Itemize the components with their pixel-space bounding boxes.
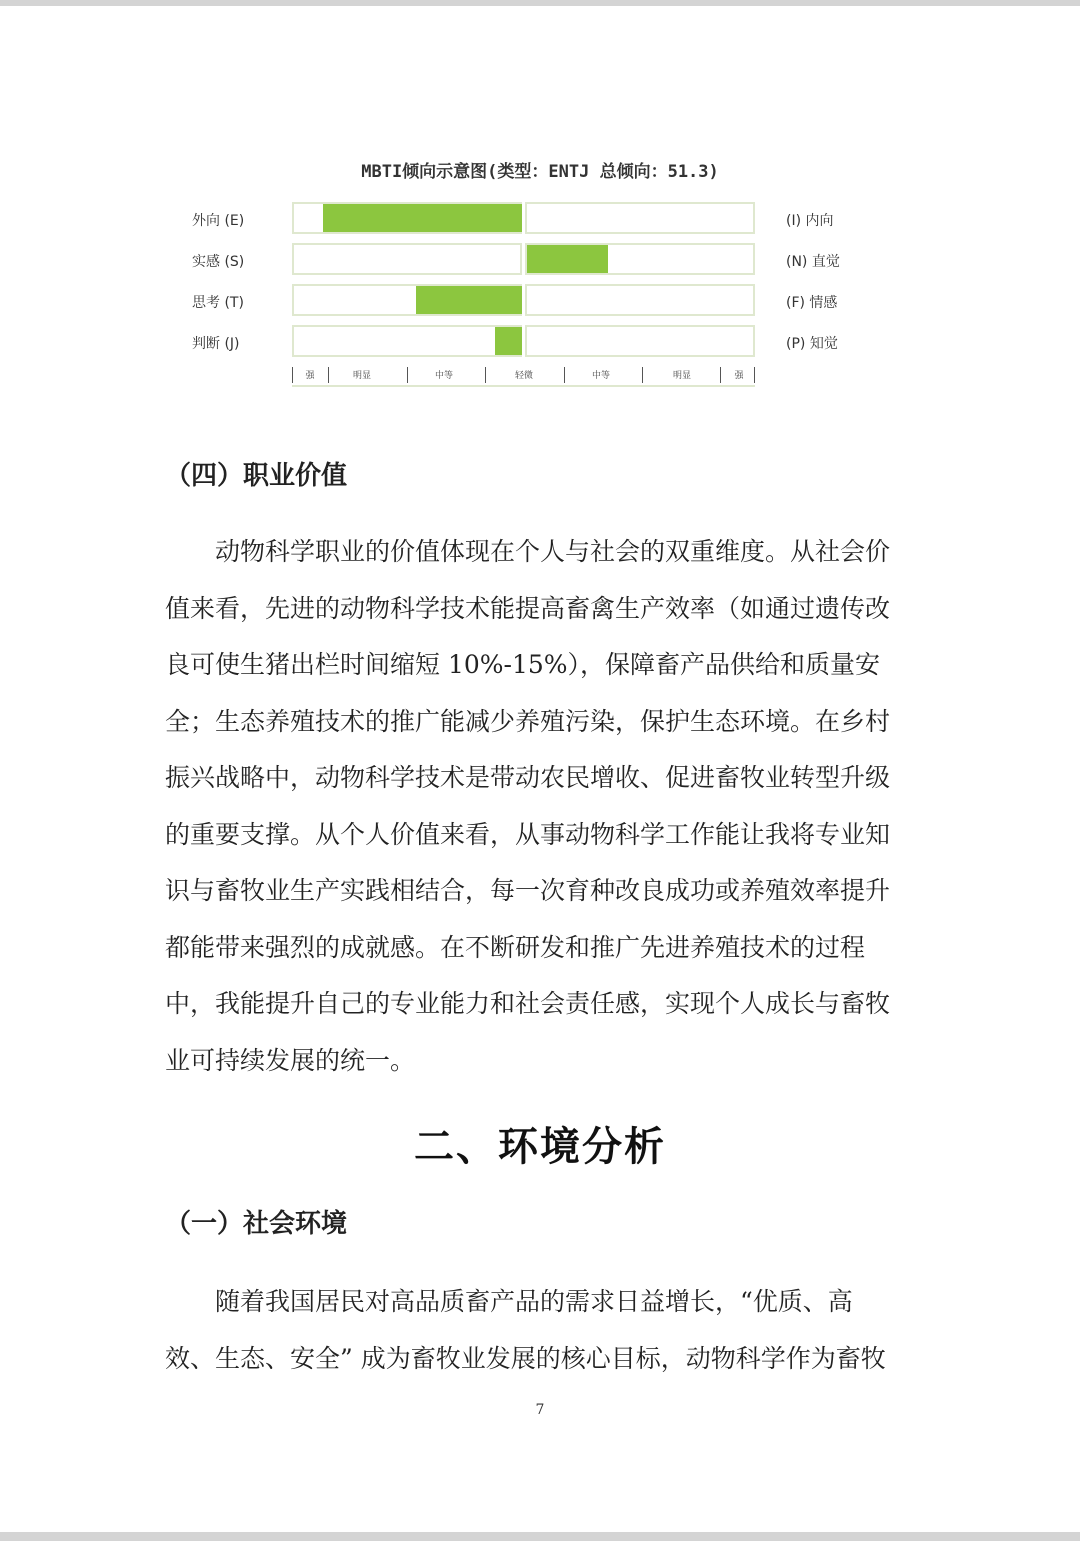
- page-number: 7: [535, 1402, 545, 1418]
- chapter-title: 二、环境分析: [414, 1124, 666, 1170]
- section-heading-social-environment: （一）社会环境: [165, 1209, 348, 1239]
- mbti-row-ei: [180, 202, 880, 236]
- mbti-chart-title: MBTI倾向示意图(类型：ENTJ 总倾向：51.3): [361, 162, 719, 182]
- career-value-paragraph: [165, 524, 915, 1089]
- mbti-right-label: (I) 内向: [786, 213, 834, 229]
- mbti-left-box: [292, 243, 522, 275]
- mbti-scale: [292, 367, 755, 387]
- mbti-row-jp: [180, 325, 880, 359]
- paragraph-line: 识与畜牧业生产实践相结合，每一次育种改良成功或养殖效率提升: [165, 876, 891, 905]
- mbti-left-label: 思考 (T): [192, 295, 244, 311]
- paragraph-line: 都能带来强烈的成就感。在不断研发和推广先进养殖技术的过程: [165, 932, 866, 962]
- mbti-right-label: (N) 直觉: [786, 254, 840, 270]
- scale-tick: [407, 367, 408, 383]
- scale-tick: [292, 367, 293, 383]
- scale-tick: [720, 367, 721, 383]
- scale-label: 中等: [591, 371, 611, 381]
- mbti-bar: [323, 204, 522, 232]
- mbti-right-box: [525, 202, 755, 234]
- scale-tick: [564, 367, 565, 383]
- paragraph-line: 全；生态养殖技术的推广能减少养殖污染，保护生态环境。在乡村: [165, 706, 891, 736]
- paragraph-line: 的重要支撑。从个人价值来看，从事动物科学工作能让我将专业知: [165, 819, 891, 849]
- paragraph-line: 业可持续发展的统一。: [165, 1045, 416, 1075]
- mbti-bar: [495, 327, 522, 355]
- mbti-right-box: [525, 284, 755, 316]
- social-environment-paragraph: [165, 1274, 915, 1387]
- mbti-left-label: 实感 (S): [192, 254, 245, 270]
- scale-label: 强: [305, 371, 315, 381]
- paragraph-line: 值来看，先进的动物科学技术能提高畜禽生产效率（如通过遗传改: [165, 593, 891, 623]
- paragraph-line: 中，我能提升自己的专业能力和社会责任感，实现个人成长与畜牧: [165, 989, 891, 1018]
- mbti-right-box: [525, 325, 755, 357]
- mbti-left-box: [292, 325, 522, 357]
- scale-tick: [754, 367, 755, 383]
- mbti-right-label: (F) 情感: [786, 295, 838, 311]
- paragraph-line: 动物科学职业的价值体现在个人与社会的双重维度。从社会价: [165, 537, 891, 566]
- scale-label: 轻微: [514, 371, 534, 381]
- scale-label: 明显: [672, 371, 692, 381]
- viewer-top-bar: [0, 0, 1080, 6]
- mbti-left-label: 判断 (J): [192, 336, 240, 352]
- section-heading-career-value: （四）职业价值: [165, 461, 348, 491]
- mbti-right-label: (P) 知觉: [786, 336, 838, 352]
- scale-label: 明显: [352, 371, 372, 381]
- mbti-chart: [180, 155, 880, 395]
- mbti-bar: [416, 286, 522, 314]
- mbti-row-sn: [180, 243, 880, 277]
- paragraph-line: 良可使生猪出栏时间缩短 10%-15%），保障畜产品供给和质量安: [165, 650, 881, 679]
- scale-tick: [328, 367, 329, 383]
- scale-label: 中等: [434, 371, 454, 381]
- mbti-bar: [527, 245, 608, 273]
- paragraph-line: 随着我国居民对高品质畜产品的需求日益增长，“优质、高: [165, 1287, 853, 1316]
- mbti-left-label: 外向 (E): [192, 213, 245, 229]
- scale-label: 强: [734, 371, 744, 381]
- mbti-row-tf: [180, 284, 880, 318]
- scale-tick: [485, 367, 486, 383]
- paragraph-line: 效、生态、安全” 成为畜牧业发展的核心目标，动物科学作为畜牧: [165, 1343, 886, 1373]
- viewer-bottom-bar: [0, 1532, 1080, 1541]
- paragraph-line: 振兴战略中，动物科学技术是带动农民增收、促进畜牧业转型升级: [165, 763, 891, 792]
- scale-tick: [642, 367, 643, 383]
